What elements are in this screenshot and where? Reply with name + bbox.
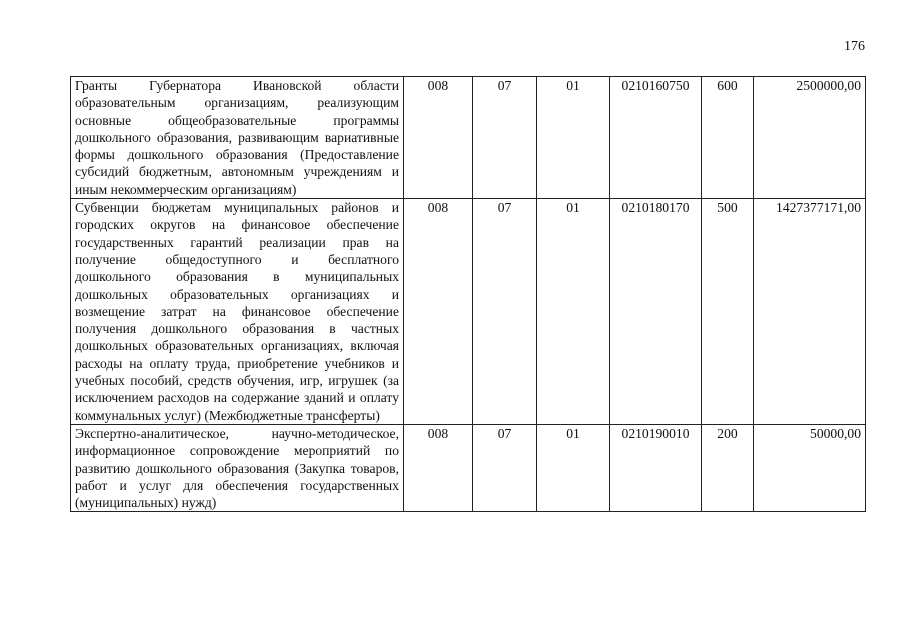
expense-type-code: 500 bbox=[702, 199, 754, 425]
target-article-code: 0210190010 bbox=[610, 424, 702, 511]
table-row bbox=[71, 424, 866, 511]
subsection-code: 01 bbox=[537, 199, 610, 425]
grbs-code: 008 bbox=[404, 199, 473, 425]
expense-description: Гранты Губернатора Ивановской области образовательным организациям, реализующим основные общеобразовательные программы дошкольного образования, развивающим вариативные формы дошкольного образования (Предоставление субсидий бюджетным, автономным учреждениям и иным некоммерческим организациям) bbox=[71, 77, 404, 199]
grbs-code: 008 bbox=[404, 424, 473, 511]
expense-description: Субвенции бюджетам муниципальных районов и городских округов на финансовое обеспечение государственных гарантий реализации прав на получение общедоступного и бесплатного дошкольного образования в муниципальных дошкольных образовательных организациях и возмещение затрат на финансовое обеспечение получения дошкольного образования в частных дошкольных образовательных организациях, включая расходы на оплату труда, приобретение учебников и учебных пособий, средств обучения, игр, игрушек (за исключением расходов на содержание зданий и оплату коммунальных услуг) (Межбюджетные трансферты) bbox=[71, 199, 404, 425]
section-code: 07 bbox=[473, 77, 537, 199]
expense-type-code: 200 bbox=[702, 424, 754, 511]
subsection-code: 01 bbox=[537, 77, 610, 199]
target-article-code: 0210180170 bbox=[610, 199, 702, 425]
amount: 1427377171,00 bbox=[754, 199, 866, 425]
section-code: 07 bbox=[473, 424, 537, 511]
table-row bbox=[71, 199, 866, 425]
expense-type-code: 600 bbox=[702, 77, 754, 199]
amount: 2500000,00 bbox=[754, 77, 866, 199]
amount: 50000,00 bbox=[754, 424, 866, 511]
section-code: 07 bbox=[473, 199, 537, 425]
page-number: 176 bbox=[844, 39, 865, 54]
budget-table bbox=[70, 76, 866, 512]
expense-description: Экспертно-аналитическое, научно-методическое, информационное сопровождение мероприятий по развитию дошкольного образования (Закупка товаров, работ и услуг для обеспечения государственных (муниципальных) нужд) bbox=[71, 424, 404, 511]
target-article-code: 0210160750 bbox=[610, 77, 702, 199]
table-row bbox=[71, 77, 866, 199]
subsection-code: 01 bbox=[537, 424, 610, 511]
grbs-code: 008 bbox=[404, 77, 473, 199]
